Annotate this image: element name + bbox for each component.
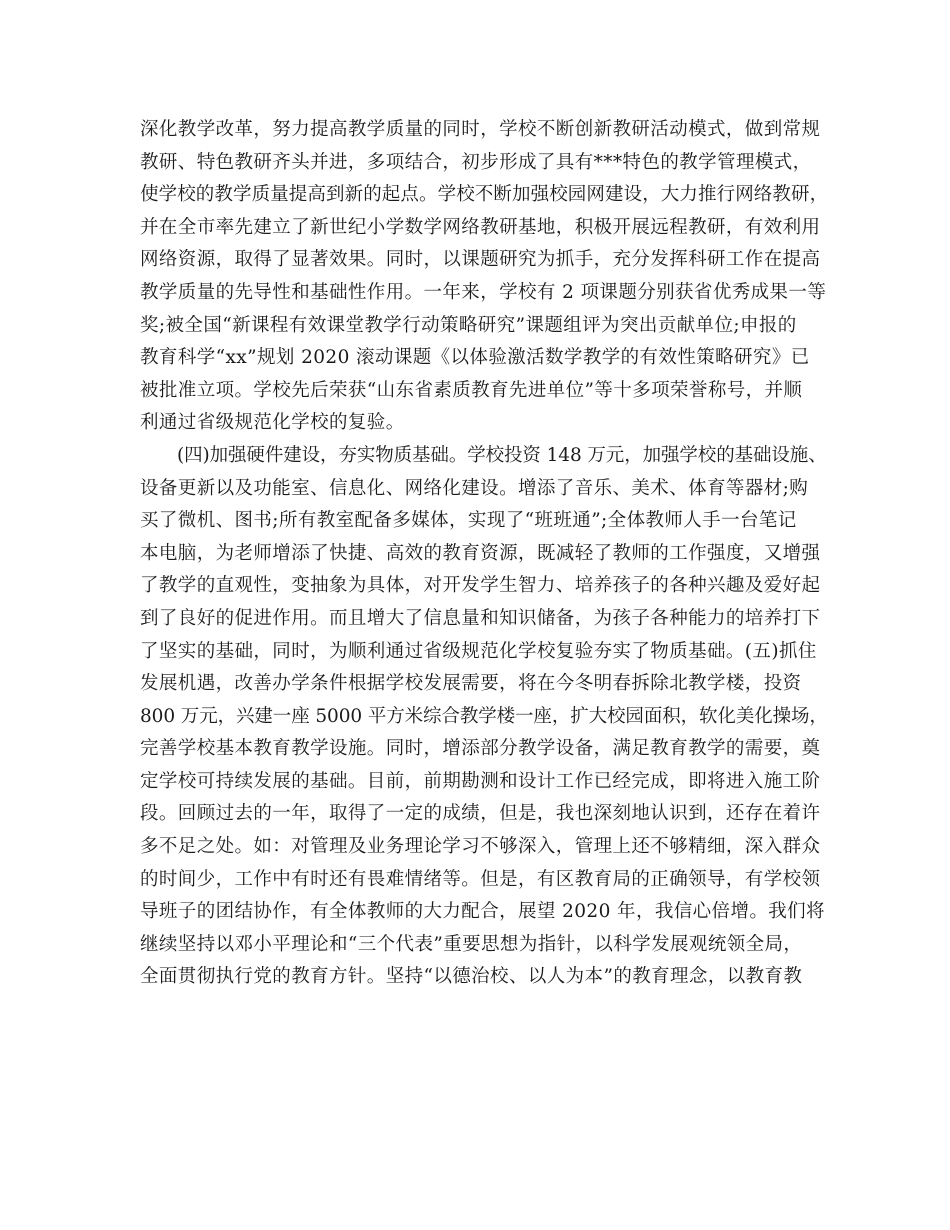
text-line: 并在全市率先建立了新世纪小学数学网络教研基地，积极开展远程教研，有效利用 — [140, 216, 821, 238]
text-line: 买了微机、图书;所有教室配备多媒体，实现了“班班通”;全体教师人手一台笔记 — [140, 510, 797, 532]
text-line: 到了良好的促进作用。而且增大了信息量和知识储备，为孩子各种能力的培养打下 — [140, 607, 821, 629]
paragraph-start-line: (四)加强硬件建设，夯实物质基础。学校投资 148 万元，加强学校的基础设施、 — [177, 444, 827, 466]
text-line: 段。回顾过去的一年，取得了一定的成绩，但是，我也深刻地认识到，还存在着许 — [140, 803, 821, 825]
text-line: 定学校可持续发展的基础。目前，前期勘测和设计工作已经完成，即将进入施工阶 — [140, 770, 821, 792]
text-line: 发展机遇，改善办学条件根据学校发展需要，将在今冬明春拆除北教学楼，投资 — [140, 673, 802, 695]
text-line: 设备更新以及功能室、信息化、网络化建设。增添了音乐、美术、体育等器材;购 — [140, 477, 809, 499]
text-line: 800 万元，兴建一座 5000 平方米综合教学楼一座，扩大校园面积，软化美化操场， — [140, 705, 828, 727]
text-line: 深化教学改革，努力提高教学质量的同时，学校不断创新教研活动模式，做到常规 — [140, 119, 821, 140]
text-line: 网络资源，取得了显著效果。同时，以课题研究为抓手，充分发挥科研工作在提高 — [140, 249, 821, 271]
text-line: 继续坚持以邓小平理论和“三个代表”重要思想为指针，以科学发展观统领全局， — [140, 933, 803, 955]
text-line: 的时间少，工作中有时还有畏难情绪等。但是，有区教育局的正确领导，有学校领 — [140, 868, 821, 890]
text-line: 多不足之处。如：对管理及业务理论学习不够深入，管理上还不够精细，深入群众 — [140, 836, 821, 858]
text-line: 被批准立项。学校先后荣获“山东省素质教育先进单位”等十多项荣誉称号，并顺 — [140, 379, 803, 401]
text-line: 完善学校基本教育教学设施。同时，增添部分教学设备，满足教育教学的需要，奠 — [140, 738, 821, 760]
text-line: 使学校的教学质量提高到新的起点。学校不断加强校园网建设，大力推行网络教研， — [140, 184, 829, 206]
text-line: 了坚实的基础，同时，为顺利通过省级规范化学校复验夯实了物质基础。(五)抓住 — [140, 640, 817, 662]
text-line: 奖;被全国“新课程有效课堂教学行动策略研究”课题组评为突出贡献单位;申报的 — [140, 314, 797, 336]
text-line: 导班子的团结协作，有全体教师的大力配合，展望 2020 年，我信心倍增。我们将 — [140, 901, 825, 923]
text-line: 全面贯彻执行党的教育方针。坚持“以德治校、以人为本”的教育理念，以教育教 — [140, 966, 803, 988]
body-text — [140, 114, 830, 994]
text-line: 利通过省级规范化学校的复验。 — [140, 412, 405, 434]
text-line: 教育科学“xx”规划 2020 滚动课题《以体验激活数学教学的有效性策略研究》已 — [140, 347, 810, 369]
text-line: 教学质量的先导性和基础性作用。一年来，学校有 2 项课题分别获省优秀成果一等 — [140, 281, 827, 303]
text-line: 教研、特色教研齐头并进，多项结合，初步形成了具有***特色的教学管理模式， — [140, 151, 812, 173]
text-line: 了教学的直观性，变抽象为具体，对开发学生智力、培养孩子的各种兴趣及爱好起 — [140, 575, 821, 597]
text-line: 本电脑，为老师增添了快捷、高效的教育资源，既减轻了教师的工作强度，又增强 — [140, 542, 821, 564]
